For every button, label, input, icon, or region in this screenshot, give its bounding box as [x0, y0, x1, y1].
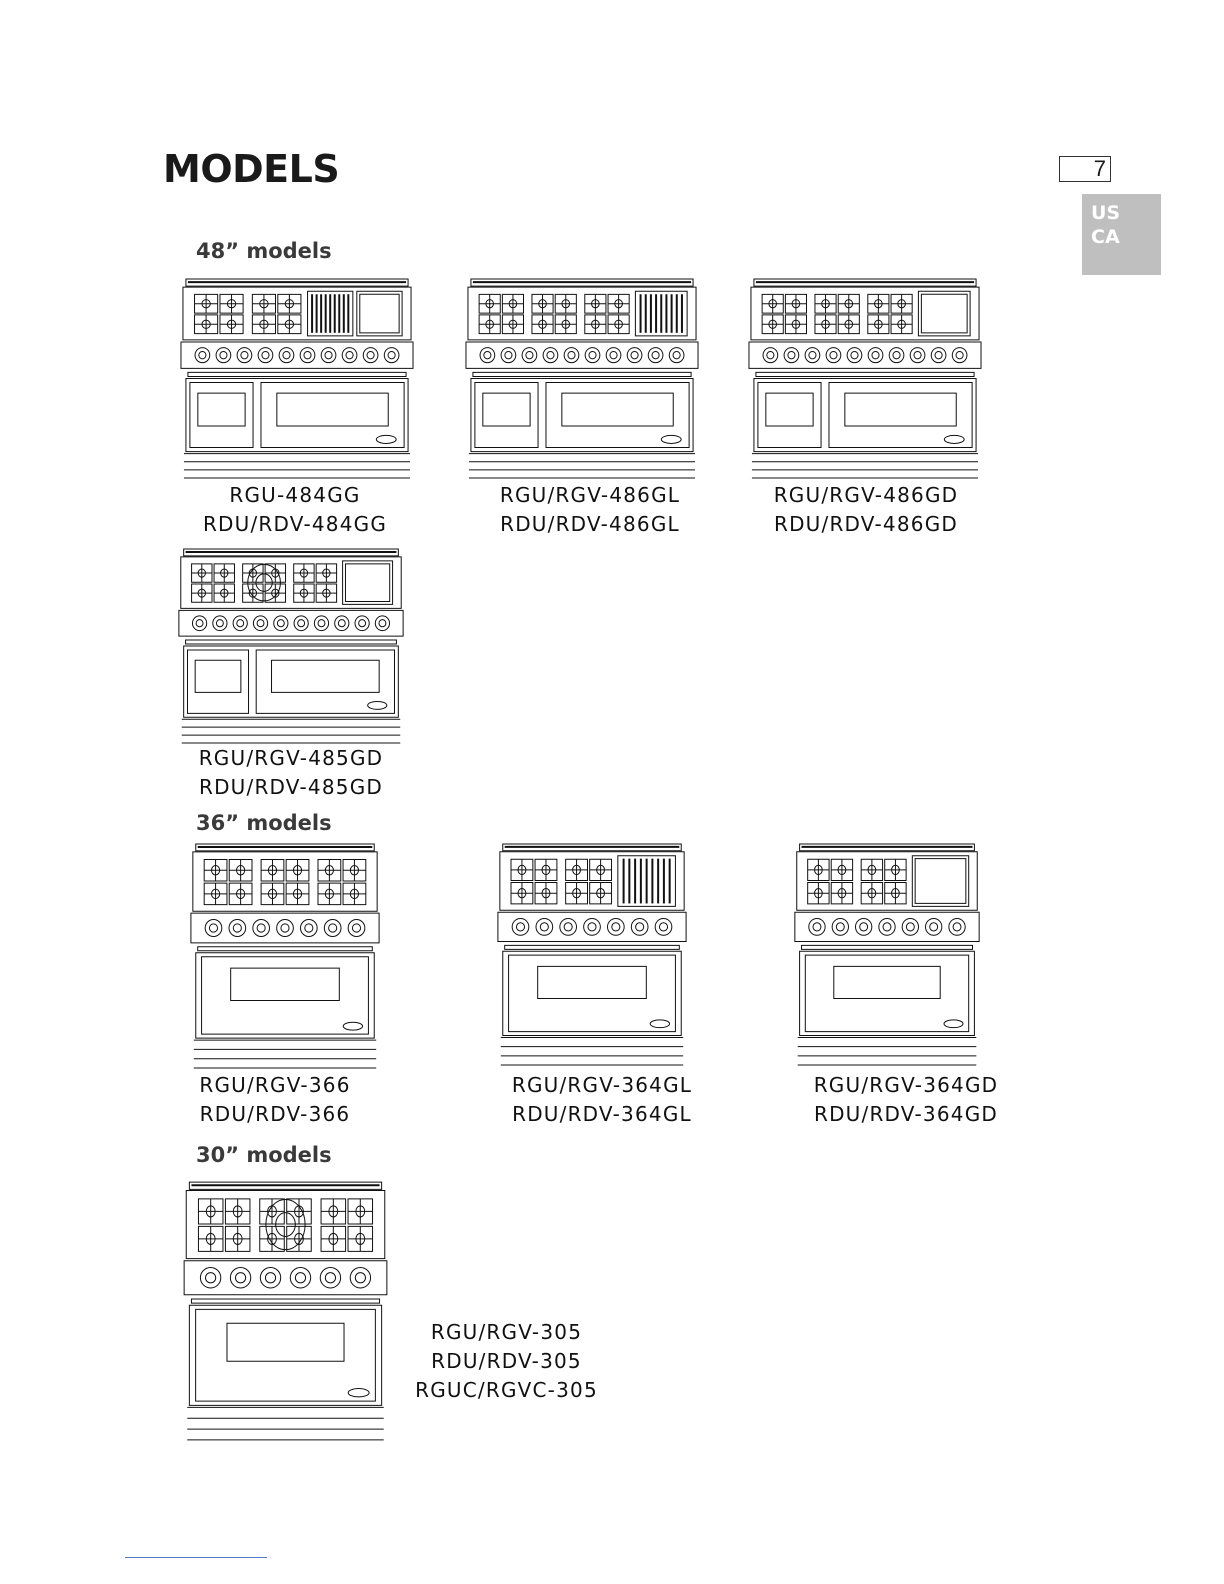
- knob-icon: [279, 348, 294, 363]
- section-36-inch: 36” models: [196, 811, 332, 835]
- knob-center: [568, 351, 575, 358]
- section-30-inch: 30” models: [196, 1143, 332, 1167]
- brand-badge: [661, 435, 681, 443]
- large-oven-door: [261, 383, 404, 448]
- knob-center: [233, 924, 241, 932]
- knob-center: [526, 351, 533, 358]
- knob-center: [610, 351, 617, 358]
- knob-center: [216, 620, 223, 627]
- knob-center: [589, 351, 596, 358]
- knob-center: [379, 620, 386, 627]
- range-illustration-364gd: [792, 842, 982, 1067]
- oven-handle: [756, 372, 974, 376]
- knob-icon: [926, 918, 942, 935]
- knob-center: [836, 923, 844, 931]
- knob-icon: [260, 1268, 280, 1288]
- large-oven-window: [845, 393, 956, 426]
- knob-center: [588, 923, 596, 931]
- knob-center: [318, 620, 325, 627]
- model-name: RDU/RDV-485GD: [198, 775, 384, 799]
- knob-icon: [230, 1268, 250, 1288]
- model-name: RGUC/RGVC-305: [415, 1378, 598, 1402]
- knob-center: [355, 1273, 365, 1283]
- knob-center: [257, 924, 265, 932]
- knob-center: [830, 351, 837, 358]
- knob-center: [283, 351, 290, 358]
- knob-center: [953, 923, 961, 931]
- knob-icon: [607, 918, 624, 935]
- knob-center: [883, 923, 891, 931]
- knob-center: [220, 351, 227, 358]
- model-name: RGU/RGV-305: [430, 1320, 583, 1344]
- small-oven-door: [475, 383, 538, 448]
- knob-icon: [233, 616, 247, 631]
- knob-center: [652, 351, 659, 358]
- knob-icon: [253, 616, 267, 631]
- knob-center: [540, 923, 548, 931]
- model-name: RDU/RDV-486GL: [500, 512, 680, 536]
- knob-center: [325, 1273, 335, 1283]
- knob-icon: [350, 1268, 370, 1288]
- knob-center: [209, 924, 217, 932]
- griddle-plate: [357, 291, 402, 336]
- model-name: RDU/RDV-486GD: [773, 512, 959, 536]
- model-name: RGU/RGV-364GL: [511, 1073, 693, 1097]
- model-label-364gd: [791, 1071, 1021, 1129]
- model-label-486gd: [751, 481, 981, 539]
- knob-icon: [809, 918, 825, 935]
- large-oven-door: [256, 650, 394, 713]
- knob-icon: [501, 348, 516, 363]
- knob-icon: [949, 918, 965, 935]
- range-illustration-486gd: [746, 277, 984, 480]
- knob-center: [935, 351, 942, 358]
- knob-center: [206, 1273, 216, 1283]
- range-illustration-484gg: [178, 277, 416, 480]
- knob-icon: [584, 918, 601, 935]
- oven-body: [189, 1305, 381, 1405]
- knob-center: [338, 620, 345, 627]
- knob-icon: [348, 919, 365, 936]
- knob-center: [516, 923, 524, 931]
- oven-body: [184, 646, 399, 717]
- knob-center: [851, 351, 858, 358]
- knob-icon: [195, 348, 210, 363]
- knob-icon: [192, 616, 206, 631]
- knob-center: [277, 620, 284, 627]
- knob-center: [872, 351, 879, 358]
- range-illustration-364gl: [495, 842, 689, 1067]
- small-oven-window: [198, 393, 245, 426]
- oven-body: [503, 951, 681, 1035]
- knob-icon: [522, 348, 537, 363]
- knob-center: [346, 351, 353, 358]
- oven-body: [196, 953, 374, 1038]
- knob-icon: [889, 348, 904, 363]
- model-name: RGU/RGV-366: [199, 1073, 351, 1097]
- model-name: RDU/RDV-484GG: [202, 512, 388, 536]
- knob-center: [767, 351, 774, 358]
- knob-icon: [300, 919, 317, 936]
- oven-window: [227, 1323, 344, 1361]
- knob-icon: [631, 918, 648, 935]
- knob-center: [813, 923, 821, 931]
- range-illustration-486gl: [463, 277, 701, 480]
- large-oven-window: [272, 660, 380, 692]
- knob-icon: [355, 616, 369, 631]
- oven-handle: [505, 945, 680, 949]
- knob-icon: [321, 348, 336, 363]
- knob-icon: [655, 918, 672, 935]
- griddle-edge: [915, 859, 966, 904]
- oven-handle: [473, 372, 691, 376]
- knob-icon: [564, 348, 579, 363]
- knob-icon: [277, 919, 294, 936]
- page-number: 7: [1059, 156, 1111, 182]
- model-label-364gl: [487, 1071, 717, 1129]
- knob-center: [636, 923, 644, 931]
- knob-icon: [363, 348, 378, 363]
- knob-center: [673, 351, 680, 358]
- model-label-486gl: [475, 481, 705, 539]
- knob-icon: [342, 348, 357, 363]
- knob-icon: [258, 348, 273, 363]
- brand-badge: [944, 435, 964, 443]
- oven-body: [754, 379, 976, 452]
- cooktop: [500, 852, 684, 911]
- brand-badge: [348, 1389, 369, 1397]
- knob-icon: [300, 348, 315, 363]
- oven-body: [186, 379, 408, 452]
- knob-icon: [832, 918, 848, 935]
- knob-center: [564, 923, 572, 931]
- knob-icon: [952, 348, 967, 363]
- knob-icon: [585, 348, 600, 363]
- brand-badge: [650, 1020, 669, 1028]
- knob-icon: [560, 918, 577, 935]
- knob-center: [809, 351, 816, 358]
- knob-center: [860, 923, 868, 931]
- oven-body: [800, 951, 975, 1035]
- model-name: RGU/RGV-485GD: [198, 746, 384, 770]
- brand-badge: [368, 701, 387, 709]
- model-name: RGU/RGV-486GL: [499, 483, 681, 507]
- small-oven-door: [758, 383, 821, 448]
- knob-center: [329, 924, 337, 932]
- knob-icon: [784, 348, 799, 363]
- knob-icon: [847, 348, 862, 363]
- knob-icon: [763, 348, 778, 363]
- knob-center: [367, 351, 374, 358]
- knob-icon: [290, 1268, 310, 1288]
- cooktop: [186, 1190, 385, 1258]
- knob-center: [295, 1273, 305, 1283]
- knob-icon: [902, 918, 918, 935]
- model-label-484gg: [180, 481, 410, 539]
- oven-handle: [191, 1299, 379, 1303]
- knob-center: [893, 351, 900, 358]
- range-illustration-485gd: [176, 547, 406, 745]
- knob-center: [914, 351, 921, 358]
- range-illustration-305: [181, 1180, 390, 1442]
- knob-icon: [200, 1268, 220, 1288]
- griddle-edge: [360, 294, 399, 333]
- small-oven-door: [190, 383, 253, 448]
- knob-center: [262, 351, 269, 358]
- footer-rule: [125, 1557, 267, 1558]
- knob-center: [281, 924, 289, 932]
- knob-icon: [543, 348, 558, 363]
- knob-center: [547, 351, 554, 358]
- knob-icon: [868, 348, 883, 363]
- oven-window: [231, 968, 340, 1000]
- knob-icon: [931, 348, 946, 363]
- knob-icon: [910, 348, 925, 363]
- knob-center: [631, 351, 638, 358]
- section-48-inch: 48” models: [196, 239, 332, 263]
- oven-body: [471, 379, 693, 452]
- region-tab: [1082, 194, 1161, 275]
- control-panel: [184, 1261, 387, 1295]
- knob-center: [237, 620, 244, 627]
- page-title: MODELS: [163, 147, 340, 191]
- knob-icon: [480, 348, 495, 363]
- knob-center: [659, 923, 667, 931]
- model-name: RDU/RDV-364GL: [512, 1102, 692, 1126]
- knob-icon: [669, 348, 684, 363]
- model-name: RGU-484GG: [229, 483, 361, 507]
- small-oven-window: [195, 660, 241, 692]
- knob-center: [930, 923, 938, 931]
- knob-icon: [253, 919, 270, 936]
- brand-badge: [944, 1020, 963, 1028]
- knob-icon: [536, 918, 553, 935]
- griddle-edge: [921, 294, 967, 333]
- control-panel: [191, 913, 379, 943]
- knob-icon: [879, 918, 895, 935]
- knob-center: [359, 620, 366, 627]
- knob-center: [241, 351, 248, 358]
- knob-icon: [314, 616, 328, 631]
- knob-icon: [274, 616, 288, 631]
- knob-icon: [294, 616, 308, 631]
- small-oven-window: [766, 393, 813, 426]
- brand-badge: [343, 1022, 362, 1030]
- large-oven-window: [562, 393, 673, 426]
- wok-burner-icon: [266, 1199, 305, 1249]
- oven-handle: [188, 372, 406, 376]
- oven-window: [834, 966, 940, 998]
- knob-icon: [237, 348, 252, 363]
- knob-center: [304, 351, 311, 358]
- griddle-plate: [918, 291, 970, 336]
- knob-center: [788, 351, 795, 358]
- knob-center: [199, 351, 206, 358]
- knob-icon: [627, 348, 642, 363]
- knob-icon: [805, 348, 820, 363]
- knob-icon: [320, 1268, 340, 1288]
- knob-center: [352, 924, 360, 932]
- knob-icon: [324, 919, 341, 936]
- wok-ring: [276, 1213, 296, 1237]
- model-name: RDU/RDV-364GD: [813, 1102, 999, 1126]
- oven-handle: [186, 640, 397, 644]
- knob-center: [265, 1273, 275, 1283]
- knob-icon: [216, 348, 231, 363]
- model-label-485gd: [176, 744, 406, 802]
- knob-center: [484, 351, 491, 358]
- knob-center: [196, 620, 203, 627]
- knob-center: [505, 351, 512, 358]
- knob-icon: [375, 616, 389, 631]
- oven-handle: [802, 945, 973, 949]
- cooktop: [797, 852, 978, 911]
- knob-icon: [213, 616, 227, 631]
- control-panel: [795, 912, 979, 941]
- knob-icon: [648, 348, 663, 363]
- knob-center: [388, 351, 395, 358]
- knob-icon: [855, 918, 871, 935]
- model-name: RGU/RGV-486GD: [773, 483, 959, 507]
- griddle-edge: [345, 564, 389, 602]
- knob-icon: [335, 616, 349, 631]
- knob-center: [305, 924, 313, 932]
- model-name: RGU/RGV-364GD: [813, 1073, 999, 1097]
- region-us: US: [1091, 202, 1121, 224]
- knob-center: [235, 1273, 245, 1283]
- region-ca: CA: [1091, 226, 1120, 248]
- knob-center: [956, 351, 963, 358]
- model-label-305: [384, 1318, 629, 1405]
- griddle-plate: [912, 856, 968, 907]
- control-panel: [498, 912, 686, 941]
- small-oven-door: [188, 650, 249, 713]
- oven-window: [538, 966, 647, 998]
- knob-center: [612, 923, 620, 931]
- knob-center: [325, 351, 332, 358]
- large-oven-window: [277, 393, 388, 426]
- knob-icon: [384, 348, 399, 363]
- griddle-plate: [343, 561, 393, 605]
- knob-icon: [606, 348, 621, 363]
- model-name: RDU/RDV-366: [199, 1102, 351, 1126]
- knob-icon: [229, 919, 246, 936]
- knob-center: [257, 620, 264, 627]
- knob-icon: [826, 348, 841, 363]
- small-oven-window: [483, 393, 530, 426]
- cooktop: [193, 852, 377, 911]
- large-oven-door: [546, 383, 689, 448]
- brand-badge: [376, 435, 396, 443]
- large-oven-door: [829, 383, 972, 448]
- knob-icon: [512, 918, 529, 935]
- oven-handle: [198, 947, 373, 951]
- model-label-366: [160, 1071, 390, 1129]
- knob-icon: [205, 919, 222, 936]
- model-name: RDU/RDV-305: [431, 1349, 582, 1373]
- knob-center: [906, 923, 914, 931]
- knob-center: [298, 620, 305, 627]
- range-illustration-366: [188, 842, 382, 1070]
